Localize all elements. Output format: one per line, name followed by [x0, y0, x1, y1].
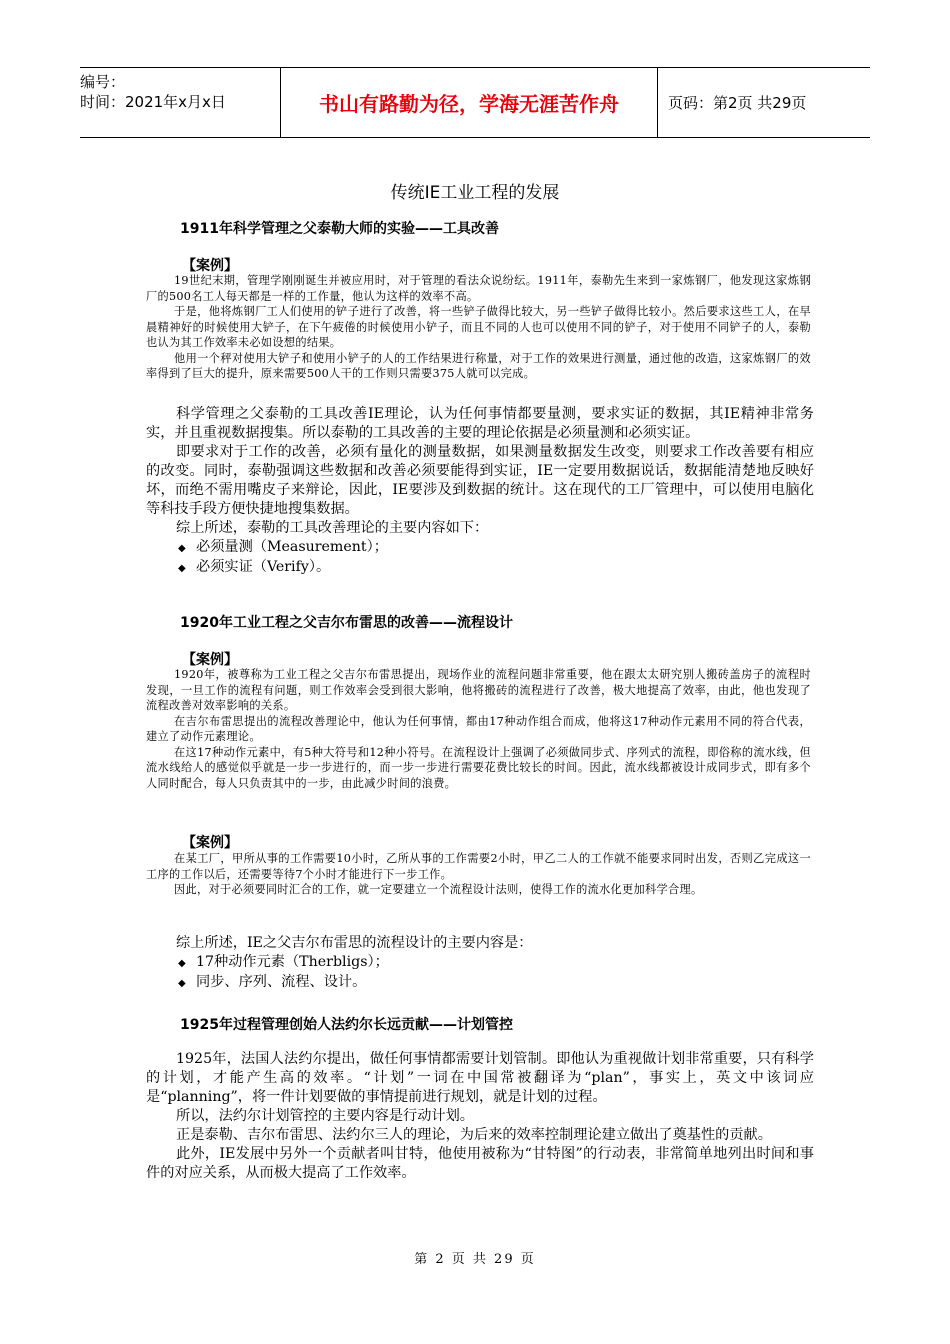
page-header	[80, 67, 870, 138]
document-title: 传统IE工业工程的发展	[390, 183, 560, 203]
section2-case1-text	[146, 667, 811, 791]
list-item: ◆ 必须量测（Measurement）；	[146, 538, 814, 558]
list-item: ◆ 必须实证（Verify）。	[146, 558, 814, 578]
section2-case2-label: 【案例】	[182, 835, 238, 851]
body-paragraph: 综上所述，泰勒的工具改善理论的主要内容如下：	[176, 520, 489, 536]
header-date-label: 时间：2021年x月x日	[80, 93, 226, 111]
section1-case-label: 【案例】	[182, 258, 238, 274]
case-paragraph: 因此，对于必须要同时汇合的工作，就一定要建立一个流程设计法则，使得工作的流水化更加科学合理。	[174, 883, 703, 896]
diamond-bullet-icon: ◆	[178, 563, 186, 574]
section1-body	[146, 405, 814, 578]
section2-case2-text	[146, 851, 811, 898]
diamond-bullet-icon: ◆	[178, 958, 186, 969]
header-slogan: 书山有路勤为径，学海无涯苦作舟	[280, 68, 658, 137]
diamond-bullet-icon: ◆	[178, 978, 186, 989]
section1-heading: 1911年科学管理之父泰勒大师的实验——工具改善	[180, 221, 499, 237]
header-page-label: 页码：第2页 共29页	[668, 94, 807, 112]
case-paragraph: 在这17种动作元素中，有5种大符号和12种小符号。在流程设计上强调了必须做同步式、序列式的流程，即俗称的流水线，但流水线给人的感觉似乎就是一步一步进行的，而一步一步进行需要花费比较长的时间。因此，流水线都被设计成同步式，即有多个人同时配合，每人只负责其中的一步，由此减少时间的浪费。	[146, 745, 811, 790]
case-paragraph: 于是，他将炼钢厂工人们使用的铲子进行了改善，将一些铲子做得比较大，另一些铲子做得比较小。然后要求这些工人，在早晨精神好的时候使用大铲子，在下午疲倦的时候使用小铲子，而且不同的人也可以使用不同的铲子，对于使用不同铲子的人，泰勒也认为其工作效率未必如设想的结果。	[146, 305, 811, 349]
list-item: ◆ 同步、序列、流程、设计。	[146, 973, 814, 993]
case-paragraph: 在某工厂，甲所从事的工作需要10小时，乙所从事的工作需要2小时，甲乙二人的工作就不能要求同时出发，否则乙完成这一工序的工作以后，还需要等待7个小时才能进行下一步工作。	[146, 852, 811, 881]
header-meta	[80, 68, 280, 137]
case-paragraph: 19世纪末期，管理学刚刚诞生并被应用时，对于管理的看法众说纷纭。1911年，泰勒先生来到一家炼钢厂，他发现这家炼钢厂的500名工人每天都是一样的工作量，他认为这样的效率不高。	[146, 274, 811, 303]
body-paragraph: 即要求对于工作的改善，必须有量化的测量数据，如果测量数据发生改变，则要求工作改善要有相应的改变。同时，泰勒强调这些数据和改善必须要能得到实证，IE一定要用数据说话，数据能清楚地反映好坏，而绝不需用嘴皮子来辩论，因此，IE要涉及到数据的统计。这在现代的工厂管理中，可以使用电脑化等科技手段方便快捷地搜集数据。	[146, 444, 814, 517]
section2-body	[146, 934, 814, 993]
diamond-bullet-icon: ◆	[178, 543, 186, 554]
body-paragraph: 1925年，法国人法约尔提出，做任何事情都需要计划管制。即他认为重视做计划非常重要，只有科学的计划，才能产生高的效率。“计划”一词在中国常被翻译为“plan”，事实上，英文中该词应是“planning”，将一件计划要做的事情提前进行规划，就是计划的过程。	[146, 1051, 814, 1105]
body-paragraph: 科学管理之父泰勒的工具改善IE理论，认为任何事情都要量测，要求实证的数据，其IE精神非常务实，并且重视数据搜集。所以泰勒的工具改善的主要的理论依据是必须量测和必须实证。	[146, 406, 814, 441]
case-paragraph: 在吉尔布雷思提出的流程改善理论中，他认为任何事情，都由17种动作组合而成，他将这17种动作元素用不同的符合代表，建立了动作元素理论。	[146, 714, 811, 743]
section2-heading: 1920年工业工程之父吉尔布雷思的改善——流程设计	[180, 615, 513, 631]
body-paragraph: 综上所述，IE之父吉尔布雷思的流程设计的主要内容是：	[176, 935, 533, 951]
body-paragraph: 正是泰勒、吉尔布雷思、法约尔三人的理论，为后来的效率控制理论建立做出了奠基性的贡献。	[176, 1127, 772, 1143]
section1-case-text	[146, 273, 811, 382]
section3-heading: 1925年过程管理创始人法约尔长远贡献——计划管控	[180, 1017, 513, 1033]
body-paragraph: 此外，IE发展中另外一个贡献者叫甘特，他使用被称为“甘特图”的行动表，非常简单地列出时间和事件的对应关系，从而极大提高了工作效率。	[146, 1146, 814, 1181]
case-paragraph: 他用一个秤对使用大铲子和使用小铲子的人的工作结果进行称量，对于工作的效果进行测量，通过他的改造，这家炼钢厂的效率得到了巨大的提升，原来需要500人干的工作则只需要375人就可以完成。	[146, 351, 811, 380]
section3-body	[146, 1050, 814, 1183]
case-paragraph: 1920年，被尊称为工业工程之父吉尔布雷思提出，现场作业的流程问题非常重要，他在跟太太研究别人搬砖盖房子的流程时发现，一旦工作的流程有问题，则工作效率会受到很大影响，他将搬砖的流程进行了改善，极大地提高了效率，由此，他也发现了流程改善对效率影响的关系。	[146, 668, 811, 712]
section2-case1-label: 【案例】	[182, 652, 238, 668]
header-number-label: 编号：	[80, 73, 126, 91]
body-paragraph: 所以，法约尔计划管控的主要内容是行动计划。	[176, 1108, 474, 1124]
list-item: ◆ 17种动作元素（Therbligs）；	[146, 953, 814, 973]
page-footer: 第 2 页 共 29 页	[414, 1252, 536, 1267]
